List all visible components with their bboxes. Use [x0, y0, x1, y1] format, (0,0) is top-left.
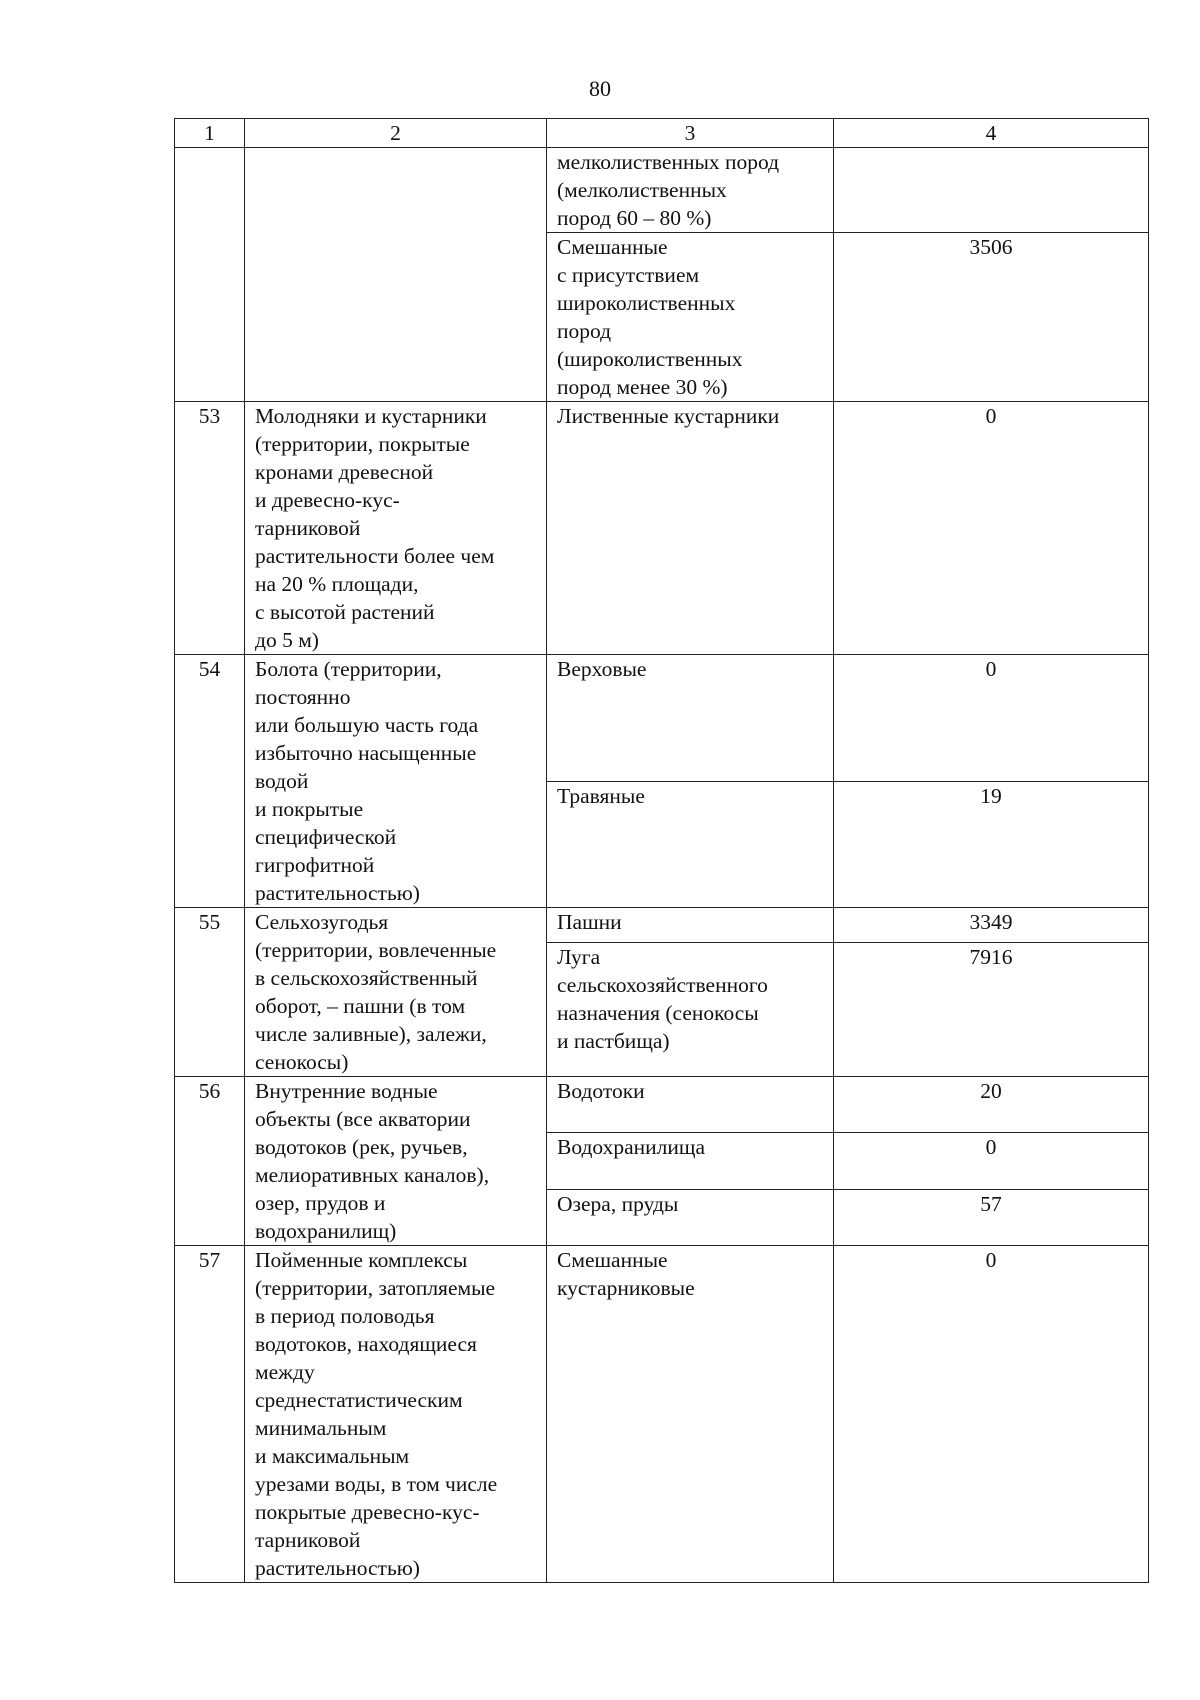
table-row	[175, 1077, 1149, 1133]
value-cell: 0	[834, 655, 1149, 782]
subtype-cell: Верховые	[547, 655, 834, 782]
column-header-1: 1	[175, 119, 245, 148]
value-cell: 3349	[834, 908, 1149, 943]
category-cell: Пойменные комплексы (территории, затопляемые в период половодья водотоков, находящиеся между среднестатистическим минимальным и максимальным урезами воды, в том числе покрытые древесно-кус- тарниковой растительностью)	[245, 1246, 547, 1583]
subtype-cell: Луга сельскохозяйственного назначения (сенокосы и пастбища)	[547, 942, 834, 1077]
subtype-cell: мелколиственных пород (мелколиственных пород 60 – 80 %)	[547, 148, 834, 233]
row-number-cell	[175, 148, 245, 402]
category-cell: Внутренние водные объекты (все акватории водотоков (рек, ручьев, мелиоративных каналов), озер, прудов и водохранилищ)	[245, 1077, 547, 1246]
table-header-row	[175, 119, 1149, 148]
table-row	[175, 402, 1149, 655]
value-cell: 0	[834, 1133, 1149, 1189]
table-row	[175, 148, 1149, 233]
value-cell: 0	[834, 1246, 1149, 1583]
row-number-cell: 53	[175, 402, 245, 655]
value-cell	[834, 148, 1149, 233]
value-cell: 20	[834, 1077, 1149, 1133]
page-number: 80	[589, 76, 611, 101]
category-cell: Сельхозугодья (территории, вовлеченные в сельскохозяйственный оборот, – пашни (в том числе заливные), залежи, сенокосы)	[245, 908, 547, 1077]
value-cell: 3506	[834, 233, 1149, 402]
subtype-cell: Смешанные с присутствием широколиственных пород (широколиственных пород менее 30 %)	[547, 233, 834, 402]
row-number-cell: 57	[175, 1246, 245, 1583]
row-number-cell: 55	[175, 908, 245, 1077]
column-header-2: 2	[245, 119, 547, 148]
subtype-cell: Пашни	[547, 908, 834, 943]
column-header-3: 3	[547, 119, 834, 148]
subtype-cell: Водотоки	[547, 1077, 834, 1133]
subtype-cell: Смешанные кустарниковые	[547, 1246, 834, 1583]
value-cell: 19	[834, 781, 1149, 908]
subtype-cell: Водохранилища	[547, 1133, 834, 1189]
subtype-cell: Лиственные кустарники	[547, 402, 834, 655]
subtype-cell: Озера, пруды	[547, 1189, 834, 1245]
category-cell: Болота (территории, постоянно или большую часть года избыточно насыщенные водой и покрытые специфической гигрофитной растительностью)	[245, 655, 547, 908]
table-row	[175, 655, 1149, 782]
land-cover-table	[174, 118, 1149, 1583]
value-cell: 57	[834, 1189, 1149, 1245]
table-row	[175, 908, 1149, 943]
row-number-cell: 54	[175, 655, 245, 908]
category-cell	[245, 148, 547, 402]
row-number-cell: 56	[175, 1077, 245, 1246]
value-cell: 7916	[834, 942, 1149, 1077]
column-header-4: 4	[834, 119, 1149, 148]
category-cell: Молодняки и кустарники (территории, покрытые кронами древесной и древесно-кус- тарниковой растительности более чем на 20 % площади, с высотой растений до 5 м)	[245, 402, 547, 655]
value-cell: 0	[834, 402, 1149, 655]
table-row	[175, 1246, 1149, 1583]
subtype-cell: Травяные	[547, 781, 834, 908]
